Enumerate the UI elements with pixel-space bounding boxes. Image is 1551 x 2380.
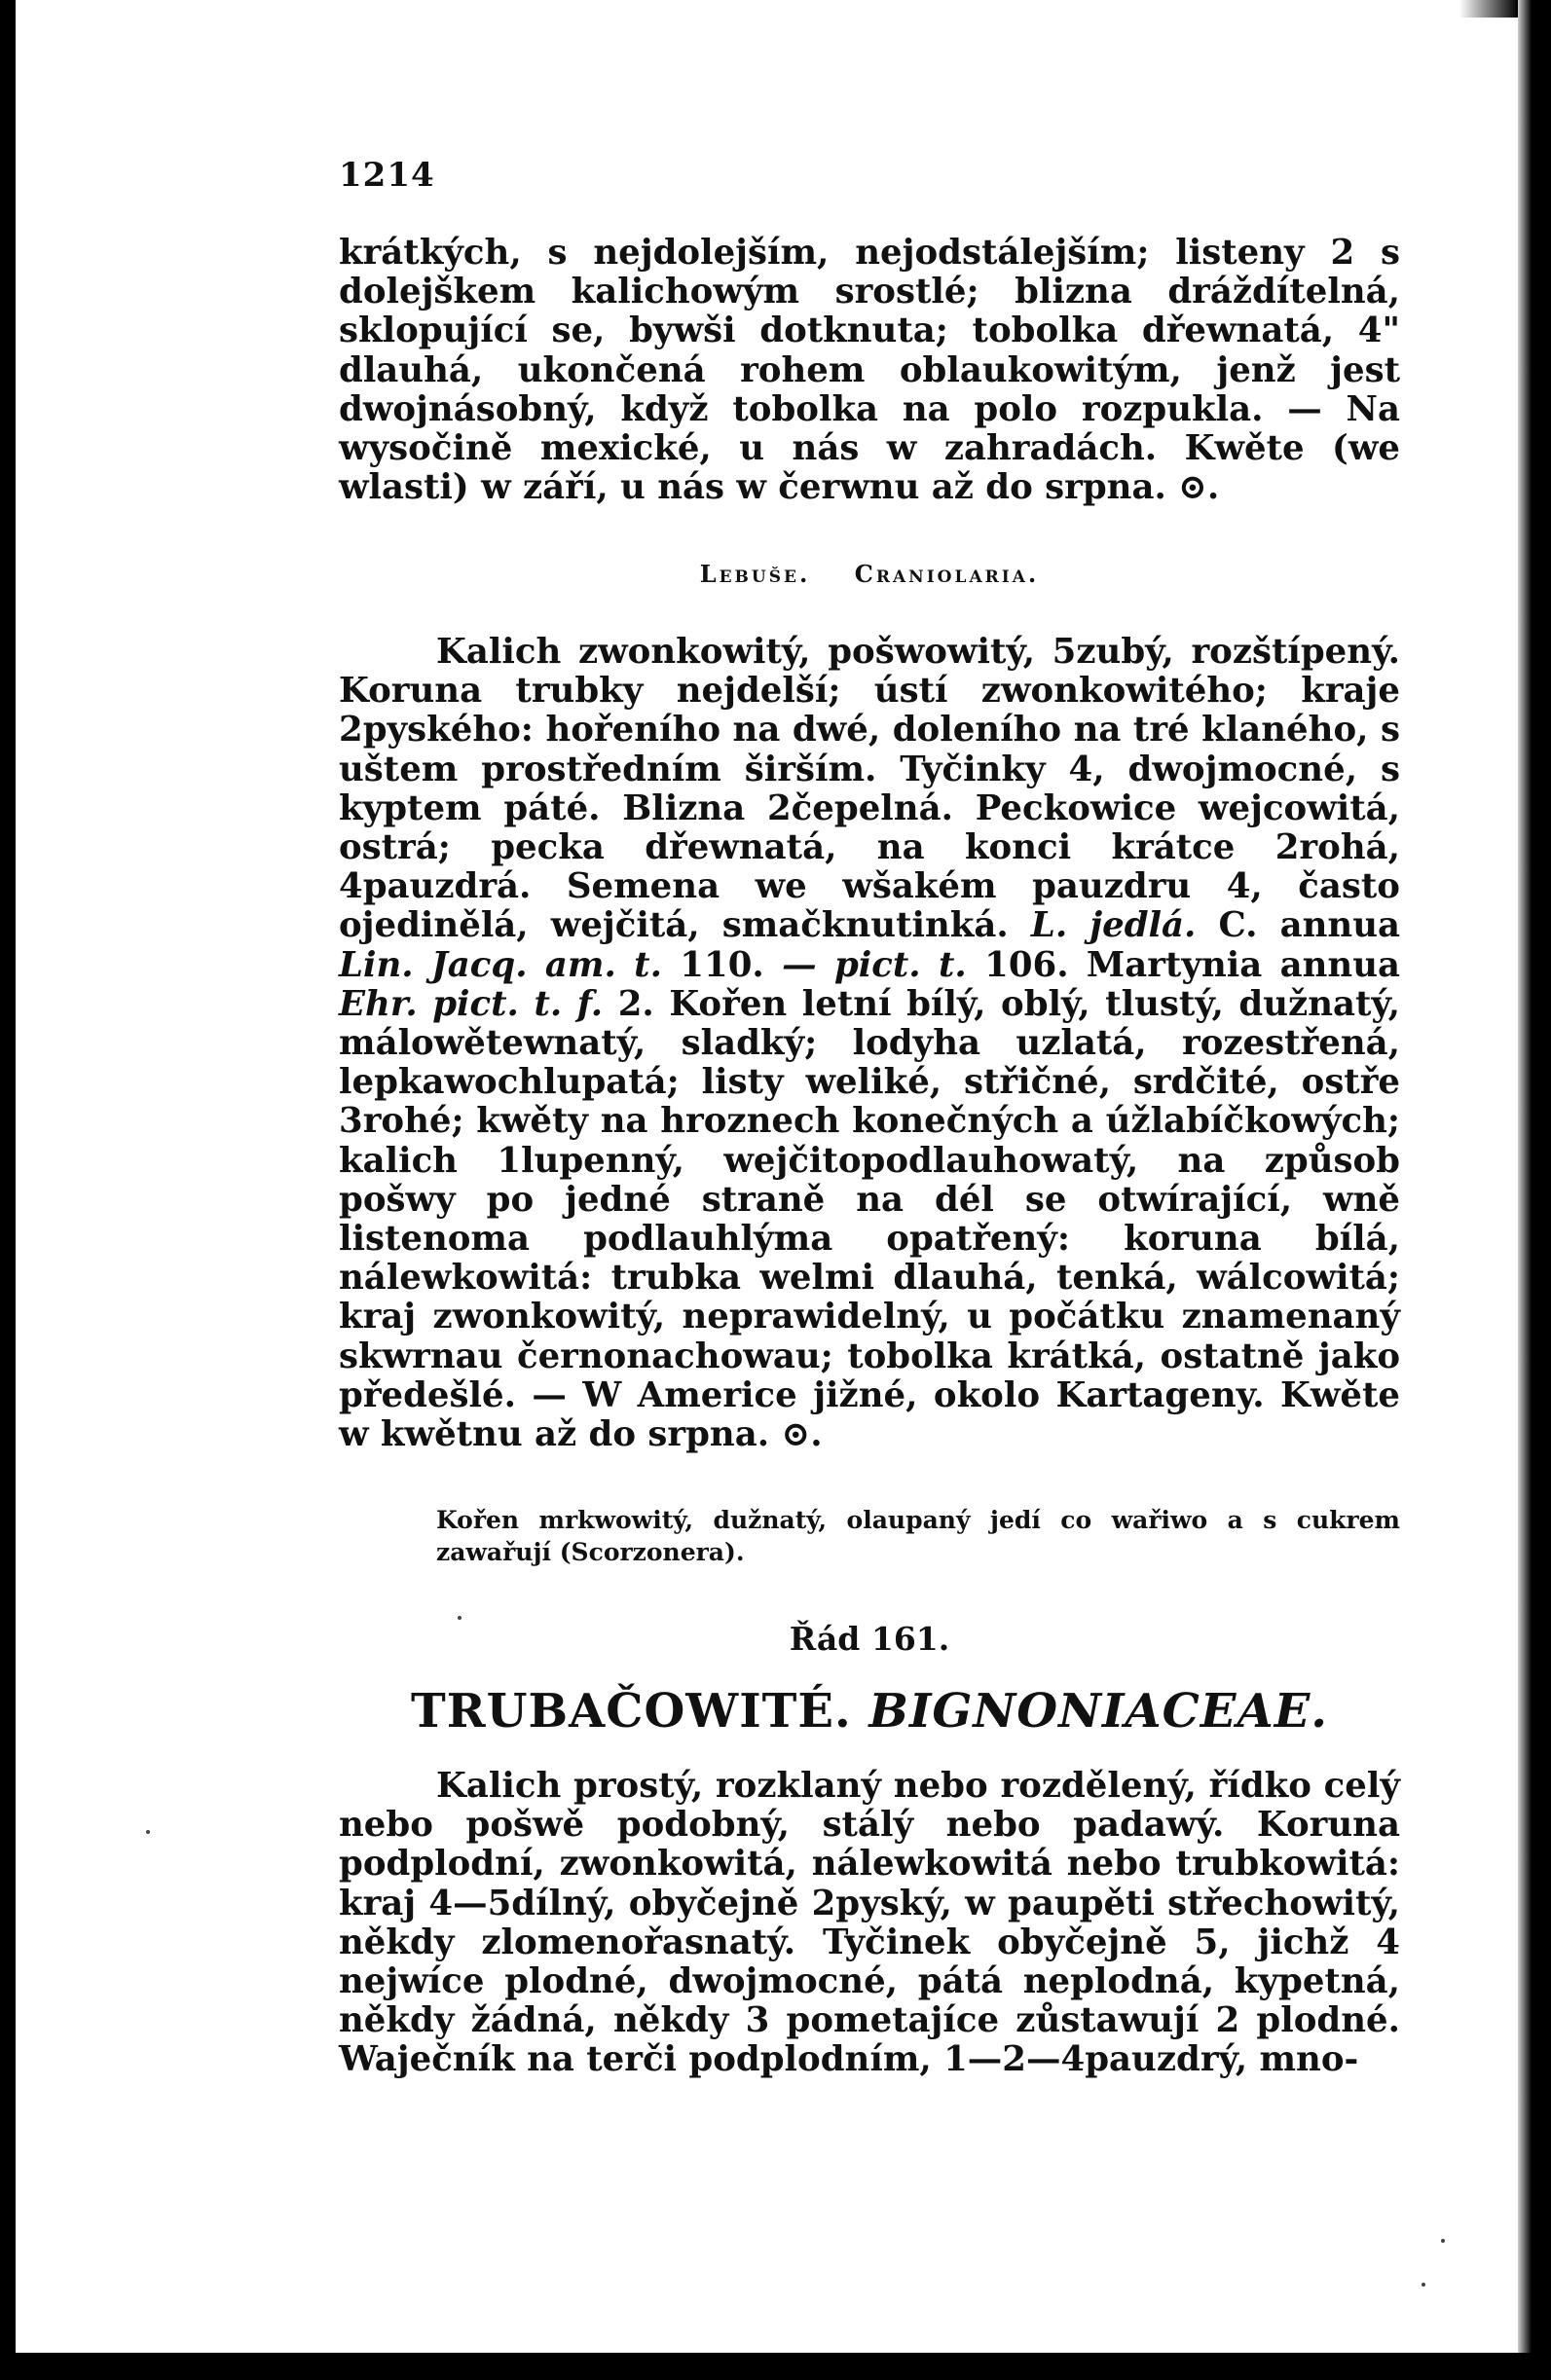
scan-speck: [1422, 2283, 1425, 2287]
genus-heading: [339, 560, 1400, 588]
family-latin-name: BIGNONIACEAE.: [868, 1684, 1328, 1739]
order-number: Řád 161.: [789, 1620, 950, 1658]
scan-speck: [146, 1830, 150, 1834]
reference-3: Ehr. pict. t. f.: [339, 983, 604, 1024]
scan-edge-left: [0, 0, 16, 2380]
genus-description-text: Kalich zwonkowitý, pošwowitý, 5zubý, rozštípený. Koruna trubky nejdelší; ústí zwonkowitého; kraje 2pyského: hořeního na dwé, doleního na tré klaného, s uštem prostředním širším. Tyčinky 4, dwojmocné, s kyptem páté. Blizna 2čepelná. Peckowice wejcowitá, ostrá; pecka dřewnatá, na konci krátce 2rohá, 4pauzdrá. Semena we wšakém pauzdru 4, často ojedinělá, wejčitá, smačknutinká.: [339, 632, 1400, 946]
reference-1-number: 110.: [680, 944, 764, 985]
species-description: Kořen letní bílý, oblý, tlustý, dužnatý, málowětewnatý, sladký; lodyha uzlatá, rozestřená, lepkawochlupatá; listy weliké, střičné, srdčité, ostře 3rohé; kwěty na hroznech konečných a úžlabíčkowých; kalich 1lupenný, wejčitopodlauhowatý, na způsob pošwy po jedné straně na dél se otwírající, wně listenoma podlauhlýma opatřený: koruna bílá, nálewkowitá: trubka welmi dlauhá, tenká, wálcowitá; kraj zwonkowitý, neprawidelný, u počátku znamenaný skwrnau černonachowau; tobolka krátká, ostatně jako předešlé. — W Americe jižné, okolo Kartageny. Kwěte w kwětnu až do srpna. ⊙.: [339, 983, 1400, 1455]
genus-czech-name: Lebuše.: [699, 560, 811, 588]
synonym: 106. Martynia annua: [984, 944, 1401, 985]
scan-edge-bottom: [0, 2353, 1551, 2380]
top-paragraph: krátkých, s nejdolejším, nejodstálejším; listeny 2 s dolejškem kalichowým srostlé; blizna dráždítelná, sklopující se, bywši dotknuta; tobolka dřewnatá, 4" dlauhá, ukončená rohem oblaukowitým, jenž jest dwojnásobný, když tobolka na polo rozpukla. — Na wysočině mexické, u nás w zahradách. Kwěte (we wlasti) w září, u nás w čerwnu až do srpna. ⊙.: [339, 233, 1400, 508]
reference-3-number: 2.: [617, 983, 654, 1024]
footnote-paragraph: Kořen mrkwowitý, dužnatý, olaupaný jedí co wařiwo a s cukrem zawařují (Scorzonera).: [436, 1506, 1400, 1566]
scan-edge-right: [1518, 0, 1551, 2380]
page-number: 1214: [339, 156, 435, 195]
reference-1: Lin. Jacq. am. t.: [339, 944, 662, 985]
family-description: Kalich prostý, rozklaný nebo rozdělený, řídko celý nebo pošwě podobný, stálý nebo padawý. Koruna podplodní, zwonkowitá, nálewkowitá nebo trubkowitá: kraj 4—5dílný, obyčejně 2pyský, w paupěti střechowitý, někdy zlomenořasnatý. Tyčinek obyčejně 5, jichž 4 nejwíce plodné, dwojmocné, pátá neplodná, kypetná, někdy žádná, někdy 3 pometajíce zůstawují 2 plodné. Waječník na terči podplodním, 1—2—4pauzdrý, mno-: [339, 1766, 1400, 2080]
scan-edge-top-right: [1459, 0, 1518, 18]
family-czech-name: TRUBAČOWITÉ.: [411, 1684, 852, 1739]
genus-latin-name: Craniolaria.: [854, 560, 1040, 588]
reference-2: — pict. t.: [782, 944, 967, 985]
scan-speck: [1441, 2239, 1445, 2243]
genus-description: [339, 633, 1400, 1454]
species-name: L. jedlá.: [1030, 905, 1197, 946]
family-heading: [339, 1684, 1400, 1739]
species-latin: C. annua: [1218, 905, 1401, 946]
